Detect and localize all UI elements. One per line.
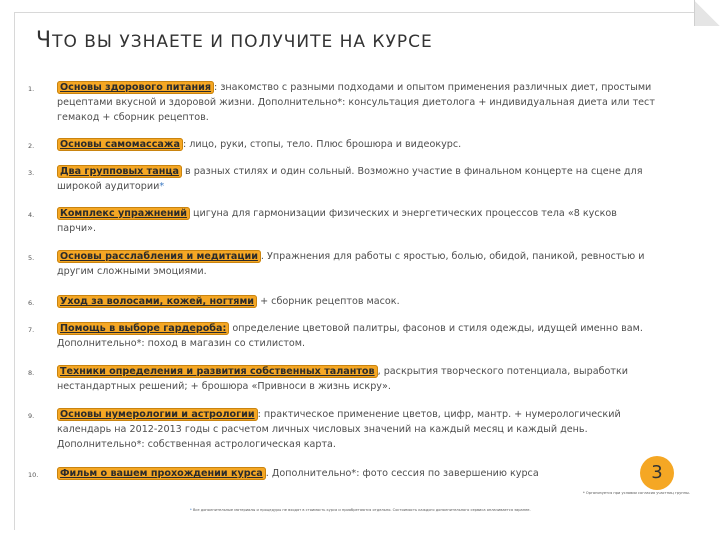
item-description: + сборник рецептов масок. — [257, 296, 400, 307]
item-highlight: Основы расслабления и медитации — [57, 250, 261, 263]
page-number-badge: 3 — [640, 456, 674, 490]
item-description: цигуна для гармонизации физических и энергетических процессов тела «8 кусков парчи». — [57, 208, 617, 234]
frame-left-line — [14, 12, 15, 530]
item-number: 10. — [28, 471, 39, 479]
item-highlight: Фильм о вашем прохождении курса — [57, 467, 266, 480]
footnote-2-text: Все дополнительные материалы и процедуры не входят в стоимость курса и приобретаются отдельно. Состоимость каждого дополнительного сервиса оплачивается заранее. — [192, 508, 531, 512]
item-highlight: Помощь в выборе гардероба: — [57, 322, 229, 335]
item-description: : практическое применение цветов, цифр, мантр. + нумерологический календарь на 2012-2013 годы с расчетом личных числовых значений на каждый месяц и каждый день. Дополнительно*: собственная астрологическая карта. — [57, 409, 621, 450]
slide-title — [36, 28, 433, 53]
item-description: определение цветовой палитры, фасонов и стиля одежды, идущей именно вам. Дополнительно*: поход в магазин со стилистом. — [57, 323, 643, 349]
item-highlight: Уход за волосами, кожей, ногтями — [57, 295, 257, 308]
item-number: 9. — [28, 412, 35, 420]
item-description: : знакомство с разными подходами и опытом применения различных диет, простыми рецептами вкусной и здоровой жизни. Дополнительно*: консультация диетолога + индивидуальная диета или тест гемакод + сборник рецептов. — [57, 82, 655, 123]
title-rest: ТО ВЫ УЗНАЕТЕ И ПОЛУЧИТЕ НА КУРСЕ — [52, 32, 433, 52]
item-highlight: Основы самомассажа — [57, 138, 183, 151]
item-description: в разных стилях и один сольный. Возможно участие в финальном концерте на сцене для широкой аудитории — [57, 166, 643, 192]
item-highlight: Основы здорового питания — [57, 81, 214, 94]
item-text — [57, 164, 657, 194]
footnote-star: * — [190, 508, 192, 512]
footnote-2 — [190, 508, 531, 512]
item-text — [57, 249, 657, 279]
item-number: 3. — [28, 169, 35, 177]
title-first-letter: Ч — [36, 28, 53, 53]
item-number: 5. — [28, 254, 35, 262]
item-highlight: Комплекс упражнений — [57, 207, 190, 220]
item-text — [57, 206, 657, 236]
footnote-1: * Организуется при условии согласия участниц группы. — [582, 491, 690, 495]
item-highlight: Основы нумерологии и астрологии — [57, 408, 258, 421]
item-description: : лицо, руки, стопы, тело. Плюс брошюра и видеокурс. — [182, 139, 462, 150]
frame-top-line — [14, 12, 708, 13]
item-text — [57, 466, 657, 481]
item-number: 7. — [28, 326, 35, 334]
item-number: 2. — [28, 142, 35, 150]
item-description: , раскрытия творческого потенциала, выработки нестандартных решений; + брошюра «Привноси в жизнь искру». — [57, 366, 628, 392]
item-text — [57, 321, 657, 351]
footnote-star: * — [159, 181, 165, 192]
item-text — [57, 364, 657, 394]
item-description: . Дополнительно*: фото сессия по завершению курса — [265, 468, 539, 479]
item-text — [57, 137, 657, 152]
item-description: . Упражнения для работы с яростью, болью, обидой, паникой, ревностью и другим сложными эмоциями. — [57, 251, 645, 277]
item-number: 4. — [28, 211, 35, 219]
item-highlight: Два групповых танца — [57, 165, 182, 178]
corner-line — [694, 0, 695, 26]
item-number: 8. — [28, 369, 35, 377]
item-number: 1. — [28, 85, 35, 93]
item-text — [57, 80, 657, 125]
item-text — [57, 407, 657, 452]
item-highlight: Техники определения и развития собственных талантов — [57, 365, 378, 378]
item-number: 6. — [28, 299, 35, 307]
item-text — [57, 294, 657, 309]
page-curl-corner — [694, 0, 720, 26]
